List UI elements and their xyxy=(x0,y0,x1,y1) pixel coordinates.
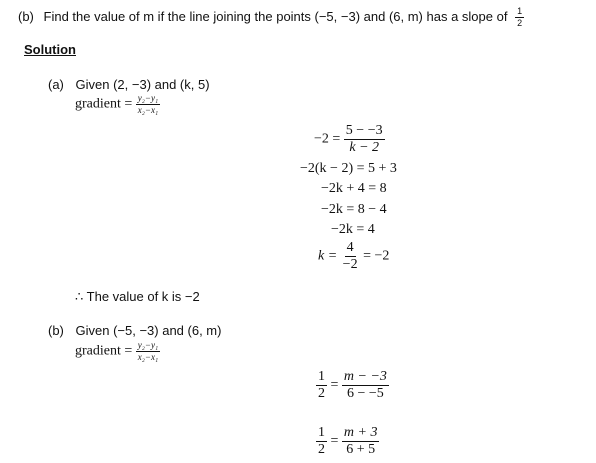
part-b-gradient-denominator: x₂−x₁ xyxy=(137,352,159,362)
part-b-step-1-left-denominator: 2 xyxy=(318,386,325,401)
part-b-gradient-numerator: y₂−y₁ xyxy=(137,340,159,350)
part-b-gradient xyxy=(75,341,160,362)
question-b-slope-denominator: 2 xyxy=(517,18,523,28)
part-b-step-1-left-numerator: 1 xyxy=(318,369,325,384)
part-a-step-5: −2k = 4 xyxy=(331,222,375,237)
part-b-gradient-fraction xyxy=(136,341,160,362)
part-b-step-2-left-numerator: 1 xyxy=(318,425,325,440)
question-b-slope-numerator: 1 xyxy=(517,6,523,16)
question-b-label: (b) xyxy=(18,8,34,24)
part-a-gradient-fraction xyxy=(136,94,160,115)
part-b-step-2-right-fraction xyxy=(342,426,380,457)
part-b-step-1-right-numerator: m − −3 xyxy=(343,369,387,384)
part-b-step-1-right-fraction xyxy=(342,370,389,401)
part-a-step-6-fraction xyxy=(341,241,360,272)
part-b-step-2-right-denominator: 6 + 5 xyxy=(346,442,376,457)
solution-heading: Solution xyxy=(24,42,76,57)
part-a-step-1-left: −2 = xyxy=(314,131,341,147)
part-a-gradient-numerator: y₂−y₁ xyxy=(137,93,159,103)
part-b-step-1 xyxy=(316,370,389,401)
part-b-step-1-right-denominator: 6 − −5 xyxy=(347,386,384,401)
part-a-conclusion: ∴ The value of k is −2 xyxy=(75,289,200,304)
part-b-step-2 xyxy=(316,426,379,457)
part-a-step-6-left: k = xyxy=(318,248,338,264)
part-a-step-6-right: = −2 xyxy=(363,248,390,264)
part-a-step-6-denominator: −2 xyxy=(342,257,358,272)
part-a-step-6 xyxy=(318,241,389,272)
part-b-step-2-right-numerator: m + 3 xyxy=(343,425,378,440)
part-a-step-4: −2k = 8 − 4 xyxy=(321,202,387,217)
part-a-step-3: −2k + 4 = 8 xyxy=(321,181,387,196)
part-b-given xyxy=(48,323,221,338)
question-b-slope-fraction xyxy=(515,7,524,28)
part-b-label: (b) xyxy=(48,323,64,338)
part-b-step-1-equals: = xyxy=(330,377,339,393)
part-a-step-1-fraction xyxy=(344,124,385,155)
part-b-step-2-equals: = xyxy=(330,433,339,449)
question-b-text: Find the value of m if the line joining the points (−5, −3) and (6, m) has a slope of xyxy=(43,8,508,24)
part-b-given-text: Given (−5, −3) and (6, m) xyxy=(75,323,222,338)
part-b-step-1-left-fraction xyxy=(316,370,327,401)
part-a-given-text: Given (2, −3) and (k, 5) xyxy=(75,77,210,92)
part-a-given xyxy=(48,77,210,92)
part-a-label: (a) xyxy=(48,77,64,92)
part-a-step-1-numerator: 5 − −3 xyxy=(345,123,383,138)
part-b-step-2-left-denominator: 2 xyxy=(318,442,325,457)
part-b-step-2-left-fraction xyxy=(316,426,327,457)
part-b-gradient-label: gradient = xyxy=(75,343,133,359)
part-a-step-6-numerator: 4 xyxy=(346,240,354,255)
question-b xyxy=(18,7,524,28)
part-a-gradient-denominator: x₂−x₁ xyxy=(137,105,159,115)
part-a-gradient xyxy=(75,94,160,115)
part-a-step-1 xyxy=(314,124,385,155)
part-a-step-1-denominator: k − 2 xyxy=(349,140,380,155)
part-a-gradient-label: gradient = xyxy=(75,96,133,112)
part-a-step-2: −2(k − 2) = 5 + 3 xyxy=(300,161,397,176)
